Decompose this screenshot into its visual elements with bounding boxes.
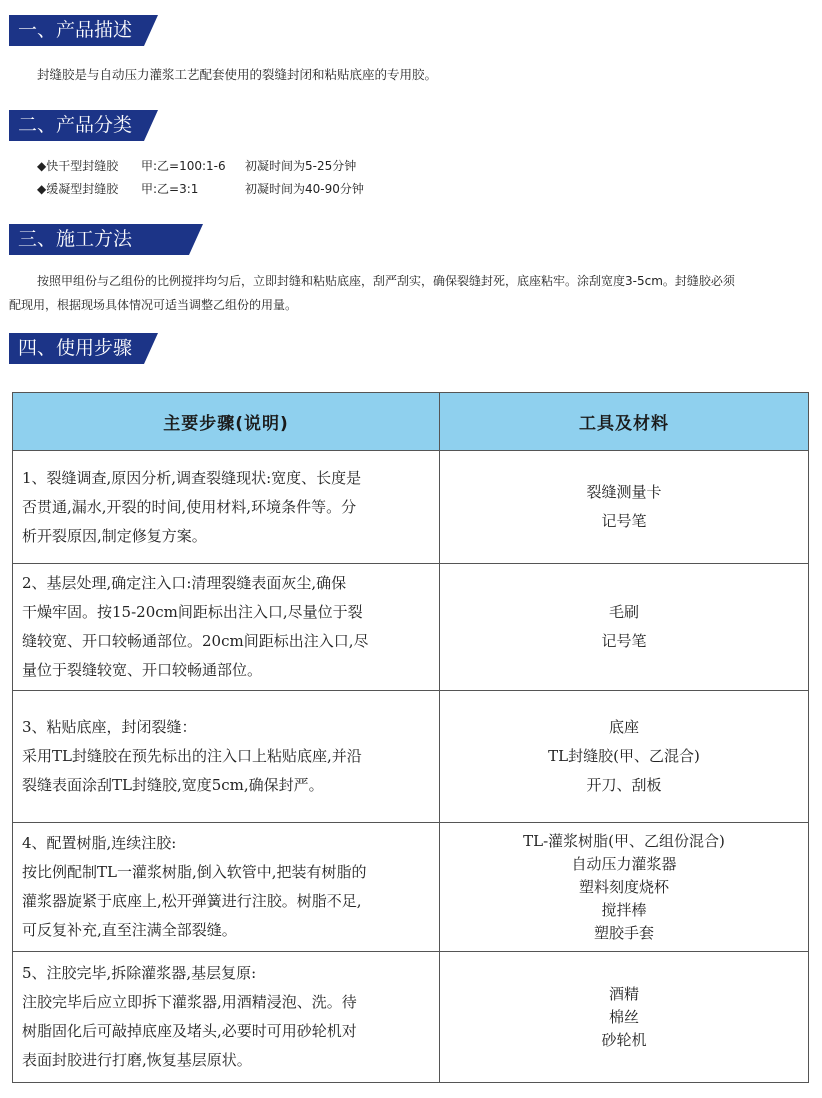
desc-line: 2、基层处理,确定注入口:清理裂缝表面灰尘,确保 — [22, 574, 347, 592]
table-row — [13, 952, 809, 1083]
desc-line: 缝较宽、开口较畅通部位。20cm间距标出注入口,尽 — [22, 632, 369, 650]
step-description — [13, 691, 440, 823]
desc-line: 3、粘贴底座，封闭裂缝： — [22, 718, 197, 736]
step-tools — [440, 691, 809, 823]
tool-item: 塑胶手套 — [593, 923, 654, 942]
section-title: 二、产品分类 — [9, 110, 144, 141]
construction-method-line-1: 按照甲组份与乙组份的比例搅拌均匀后，立即封缝和粘贴底座，刮严刮实，确保裂缝封死，底座粘牢。涂刮宽度3-5cm。封缝胶必须 — [37, 274, 735, 288]
tool-item: 酒精 — [608, 984, 639, 1003]
desc-line: 析开裂原因,制定修复方案。 — [22, 526, 207, 545]
desc-line: 灌浆器旋紧于底座上,松开弹簧进行注胶。树脂不足, — [22, 892, 362, 910]
section-header-construction-method — [9, 224, 203, 255]
tool-item: 砂轮机 — [601, 1030, 647, 1049]
tool-item: 裂缝测量卡 — [586, 483, 662, 501]
step-description — [13, 564, 440, 691]
header-tail-shape — [189, 224, 203, 255]
table-row — [13, 564, 809, 691]
desc-line: 量位于裂缝较宽、开口较畅通部位。 — [22, 661, 263, 679]
step-tools — [440, 823, 809, 952]
tool-item: 毛刷 — [608, 603, 639, 621]
tool-item: 开刀、刮板 — [586, 776, 662, 794]
classification-row-slow — [37, 178, 364, 200]
desc-line: 干燥牢固。按15-20cm间距标出注入口,尽量位于裂 — [22, 603, 363, 621]
classification-time: 初凝时间为5-25分钟 — [245, 159, 357, 173]
tool-item: 记号笔 — [601, 512, 647, 530]
table-row — [13, 451, 809, 564]
construction-method-line-2: 配现用，根据现场具体情况可适当调整乙组份的用量。 — [9, 298, 298, 312]
step-description — [13, 952, 440, 1083]
classification-ratio: 甲:乙=100:1-6 — [141, 159, 226, 173]
step-tools — [440, 564, 809, 691]
desc-line: 5、注胶完毕,拆除灌浆器,基层复原: — [22, 964, 257, 982]
desc-line: 1、裂缝调查,原因分析,调查裂缝现状:宽度、长度是 — [22, 468, 362, 487]
classification-ratio: 甲:乙=3:1 — [141, 182, 199, 196]
table-row — [13, 823, 809, 952]
section-header-usage-steps — [9, 333, 158, 364]
desc-line: 树脂固化后可敲掉底座及堵头,必要时可用砂轮机对 — [22, 1022, 357, 1040]
tool-item: 记号笔 — [601, 632, 647, 650]
desc-line: 按比例配制TL一灌浆树脂,倒入软管中,把装有树脂的 — [22, 863, 367, 881]
desc-line: 裂缝表面涂刮TL封缝胶,宽度5cm,确保封严。 — [22, 776, 324, 794]
tool-item: TL封缝胶(甲、乙混合) — [548, 747, 700, 765]
classification-time: 初凝时间为40-90分钟 — [245, 182, 364, 196]
header-tail-shape — [144, 15, 158, 46]
table-header-row — [13, 393, 809, 451]
section-title: 四、使用步骤 — [9, 333, 144, 364]
header-tail-shape — [144, 110, 158, 141]
header-tail-shape — [144, 333, 158, 364]
usage-steps-table — [12, 392, 809, 1083]
step-tools — [440, 451, 809, 564]
classification-name: ◆缓凝型封缝胶 — [37, 182, 119, 196]
desc-line: 注胶完毕后应立即拆下灌浆器,用酒精浸泡、洗。待 — [22, 993, 357, 1011]
desc-line: 否贯通,漏水,开裂的时间,使用材料,环境条件等。分 — [22, 497, 357, 516]
table-row — [13, 691, 809, 823]
product-description-text: 封缝胶是与自动压力灌浆工艺配套使用的裂缝封闭和粘贴底座的专用胶。 — [37, 67, 438, 82]
tool-item: 底座 — [608, 718, 639, 736]
desc-line: 采用TL封缝胶在预先标出的注入口上粘贴底座,并沿 — [22, 747, 362, 765]
step-description — [13, 451, 440, 564]
step-description — [13, 823, 440, 952]
section-title: 一、产品描述 — [9, 15, 144, 46]
tool-item: 搅拌棒 — [601, 900, 647, 919]
desc-line: 4、配置树脂,连续注胶: — [22, 834, 177, 852]
header-main-steps: 主要步骤(说明) — [13, 393, 440, 451]
tool-item: TL-灌浆树脂(甲、乙组份混合) — [523, 831, 725, 850]
tool-item: 塑料刻度烧杯 — [578, 877, 669, 896]
tool-item: 自动压力灌浆器 — [571, 854, 677, 873]
tool-item: 棉丝 — [608, 1007, 639, 1026]
classification-name: ◆快干型封缝胶 — [37, 159, 119, 173]
classification-row-fast — [37, 155, 356, 177]
header-tools-materials: 工具及材料 — [440, 393, 809, 451]
section-title: 三、施工方法 — [9, 224, 189, 255]
section-header-product-classification — [9, 110, 158, 141]
desc-line: 可反复补充,直至注满全部裂缝。 — [22, 921, 237, 939]
step-tools — [440, 952, 809, 1083]
desc-line: 表面封胶进行打磨,恢复基层原状。 — [22, 1051, 252, 1069]
section-header-product-description — [9, 15, 158, 46]
